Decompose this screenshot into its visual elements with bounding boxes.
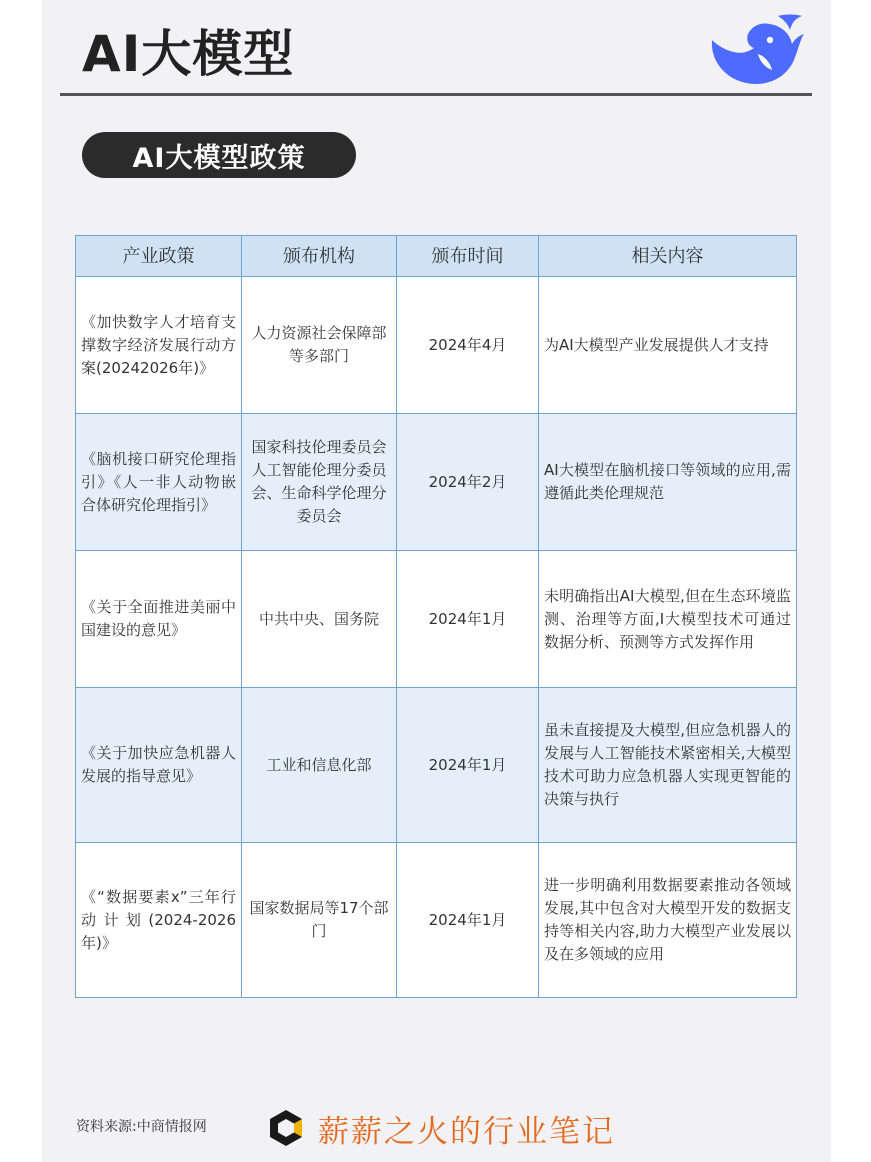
content-cell: 为AI大模型产业发展提供人才支持 bbox=[539, 277, 797, 414]
time-cell: 2024年4月 bbox=[397, 277, 539, 414]
column-header-time: 颁布时间 bbox=[397, 236, 539, 277]
org-cell: 国家科技伦理委员会人工智能伦理分委员会、生命科学伦理分委员会 bbox=[242, 414, 397, 551]
time-cell: 2024年1月 bbox=[397, 551, 539, 688]
column-header-org: 颁布机构 bbox=[242, 236, 397, 277]
content-cell: 虽未直接提及大模型,但应急机器人的发展与人工智能技术紧密相关,大模型技术可助力应急机器人实现更智能的决策与执行 bbox=[539, 688, 797, 843]
table-row bbox=[76, 688, 797, 843]
content-cell: 进一步明确利用数据要素推动各领域发展,其中包含对大模型开发的数据支持等相关内容,助力大模型产业发展以及在多领域的应用 bbox=[539, 843, 797, 998]
time-cell: 2024年1月 bbox=[397, 688, 539, 843]
column-header-policy: 产业政策 bbox=[76, 236, 242, 277]
table-row bbox=[76, 277, 797, 414]
title-divider bbox=[60, 93, 812, 96]
table-header-row bbox=[76, 236, 797, 277]
brand-name: 薪薪之火的行业笔记 bbox=[318, 1114, 615, 1150]
policy-table bbox=[75, 235, 797, 998]
whale-logo-icon bbox=[708, 14, 808, 88]
time-cell: 2024年1月 bbox=[397, 843, 539, 998]
hexagon-brand-icon bbox=[268, 1109, 304, 1147]
column-header-content: 相关内容 bbox=[539, 236, 797, 277]
content-cell: AI大模型在脑机接口等领域的应用,需遵循此类伦理规范 bbox=[539, 414, 797, 551]
page-title: AI大模型 bbox=[82, 25, 295, 83]
content-cell: 未明确指出AI大模型,但在生态环境监测、治理等方面,I大模型技术可通过数据分析、预测等方式发挥作用 bbox=[539, 551, 797, 688]
time-cell: 2024年2月 bbox=[397, 414, 539, 551]
table-row bbox=[76, 843, 797, 998]
table-row bbox=[76, 414, 797, 551]
section-title: AI大模型政策 bbox=[82, 132, 356, 178]
policy-name-cell: 《关于全面推进美丽中国建设的意见》 bbox=[76, 551, 242, 688]
policy-name-cell: 《脑机接口研究伦理指引》《人一非人动物嵌合体研究伦理指引》 bbox=[76, 414, 242, 551]
org-cell: 人力资源社会保障部等多部门 bbox=[242, 277, 397, 414]
org-cell: 国家数据局等17个部门 bbox=[242, 843, 397, 998]
org-cell: 工业和信息化部 bbox=[242, 688, 397, 843]
org-cell: 中共中央、国务院 bbox=[242, 551, 397, 688]
policy-name-cell: 《关于加快应急机器人发展的指导意见》 bbox=[76, 688, 242, 843]
data-source-note: 资料来源:中商情报网 bbox=[76, 1119, 207, 1135]
table-row bbox=[76, 551, 797, 688]
policy-name-cell: 《“数据要素x”三年行动计划(2024-2026年)》 bbox=[76, 843, 242, 998]
policy-name-cell: 《加快数字人才培育支撑数字经济发展行动方案(20242026年)》 bbox=[76, 277, 242, 414]
